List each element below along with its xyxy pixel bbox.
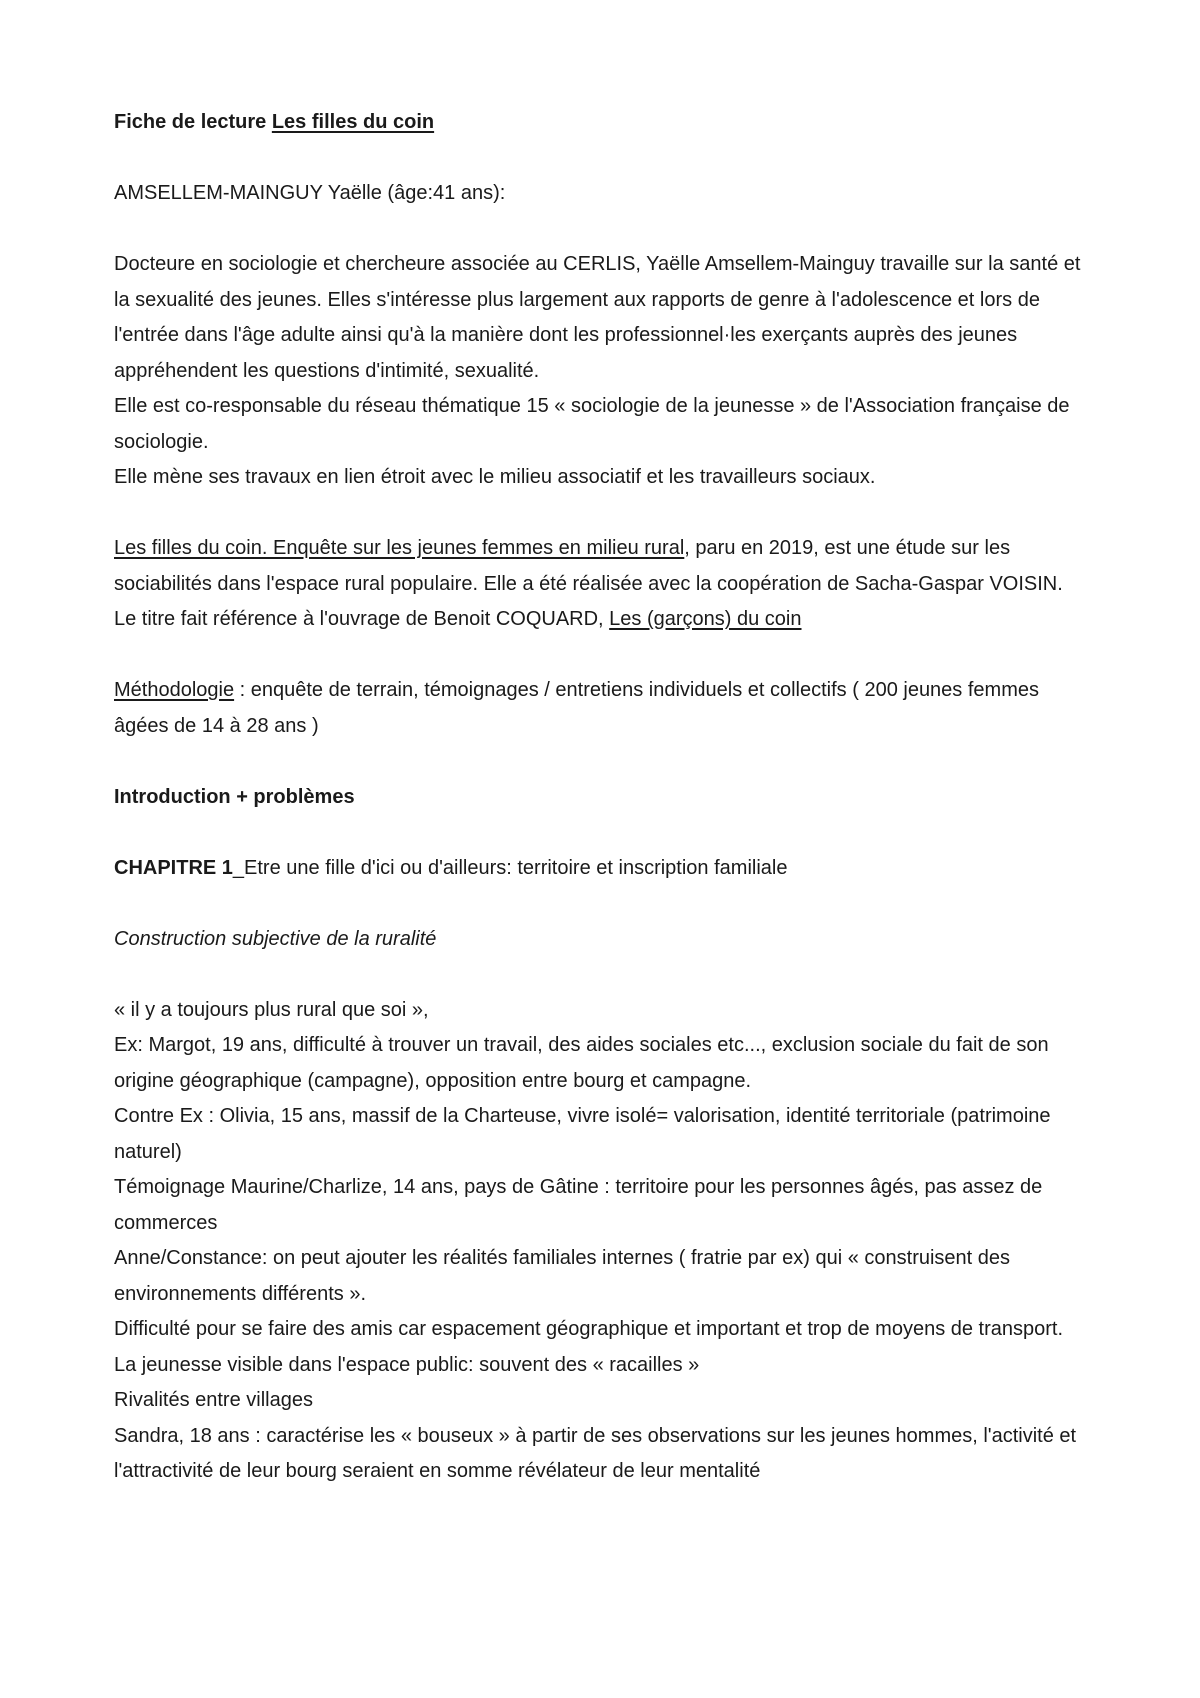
methodology — [114, 673, 1094, 744]
reference-work: Les (garçons) du coin — [609, 608, 802, 630]
title-prefix: Fiche de lecture — [114, 111, 272, 133]
note-line: Rivalités entre villages — [114, 1389, 313, 1411]
bio-paragraph: Elle est co-responsable du réseau thématique 15 « sociologie de la jeunesse » de l'Association française de sociologie. — [114, 395, 1070, 453]
book-title: Les filles du coin — [271, 111, 435, 133]
subheading: Construction subjective de la ruralité — [114, 927, 437, 950]
reference-line — [114, 602, 1094, 638]
note-line: Sandra, 18 ans : caractérise les « bouseux » à partir de ses observations sur les jeunes hommes, l'activité et l'attractivité de leur bourg seraient en somme révélateur de leur mentalité — [114, 1424, 1077, 1482]
methodology-text: : enquête de terrain, témoignages / entretiens individuels et collectifs ( 200 jeunes femmes âgées de 14 à 28 ans ) — [114, 679, 1039, 737]
note-line: Difficulté pour se faire des amis car espacement géographique et important et trop de moyens de transport. — [114, 1318, 1064, 1340]
author-line: AMSELLEM-MAINGUY Yaëlle (âge:41 ans): — [114, 182, 506, 204]
methodology-label: Méthodologie — [114, 679, 235, 701]
chapter-1-label: CHAPITRE 1 — [114, 856, 233, 879]
note-line: La jeunesse visible dans l'espace public: souvent des « racailles » — [114, 1353, 700, 1376]
note-line: Contre Ex : Olivia, 15 ans, massif de la Charteuse, vivre isolé= valorisation, identité territoriale (patrimoine naturel) — [114, 1105, 1051, 1163]
bio-paragraph: Docteure en sociologie et chercheure associée au CERLIS, Yaëlle Amsellem-Mainguy travaille sur la santé et la sexualité des jeunes. Elles s'intéresse plus largement aux rapports de genre à l'adolescence et lors de l'entrée dans l'âge adulte ainsi qu'à la manière dont les professionnel·les exerçants auprès des jeunes appréhendent les questions d'intimité, sexualité. — [114, 253, 1081, 382]
book-intro-text: , paru en 2019, est une étude sur les sociabilités dans l'espace rural populaire. Elle a été réalisée avec la coopération de Sacha-Gaspar VOISIN. — [114, 537, 1063, 595]
reference-prefix: Le titre fait référence à l'ouvrage de Benoit COQUARD, — [114, 608, 610, 630]
note-line: Anne/Constance: on peut ajouter les réalités familiales internes ( fratrie par ex) qui « construisent des environnements différents ». — [114, 1247, 1011, 1305]
note-line: Témoignage Maurine/Charlize, 14 ans, pays de Gâtine : territoire pour les personnes âgés, pas assez de commerces — [114, 1176, 1043, 1234]
note-line: « il y a toujours plus rural que soi », — [114, 998, 429, 1021]
book-intro — [114, 531, 1094, 602]
bio-paragraph: Elle mène ses travaux en lien étroit avec le milieu associatif et les travailleurs sociaux. — [114, 466, 876, 488]
note-line: Ex: Margot, 19 ans, difficulté à trouver un travail, des aides sociales etc..., exclusion sociale du fait de son origine géographique (campagne), opposition entre bourg et campagne. — [114, 1034, 1049, 1092]
chapter-1-title: _Etre une fille d'ici ou d'ailleurs: territoire et inscription familiale — [232, 856, 788, 879]
document-page — [114, 105, 1094, 1490]
intro-heading: Introduction + problèmes — [114, 785, 355, 808]
book-full-title: Les filles du coin. Enquête sur les jeunes femmes en milieu rural — [114, 537, 685, 559]
document-title — [114, 105, 1094, 141]
chapter-1-heading — [114, 851, 1094, 887]
